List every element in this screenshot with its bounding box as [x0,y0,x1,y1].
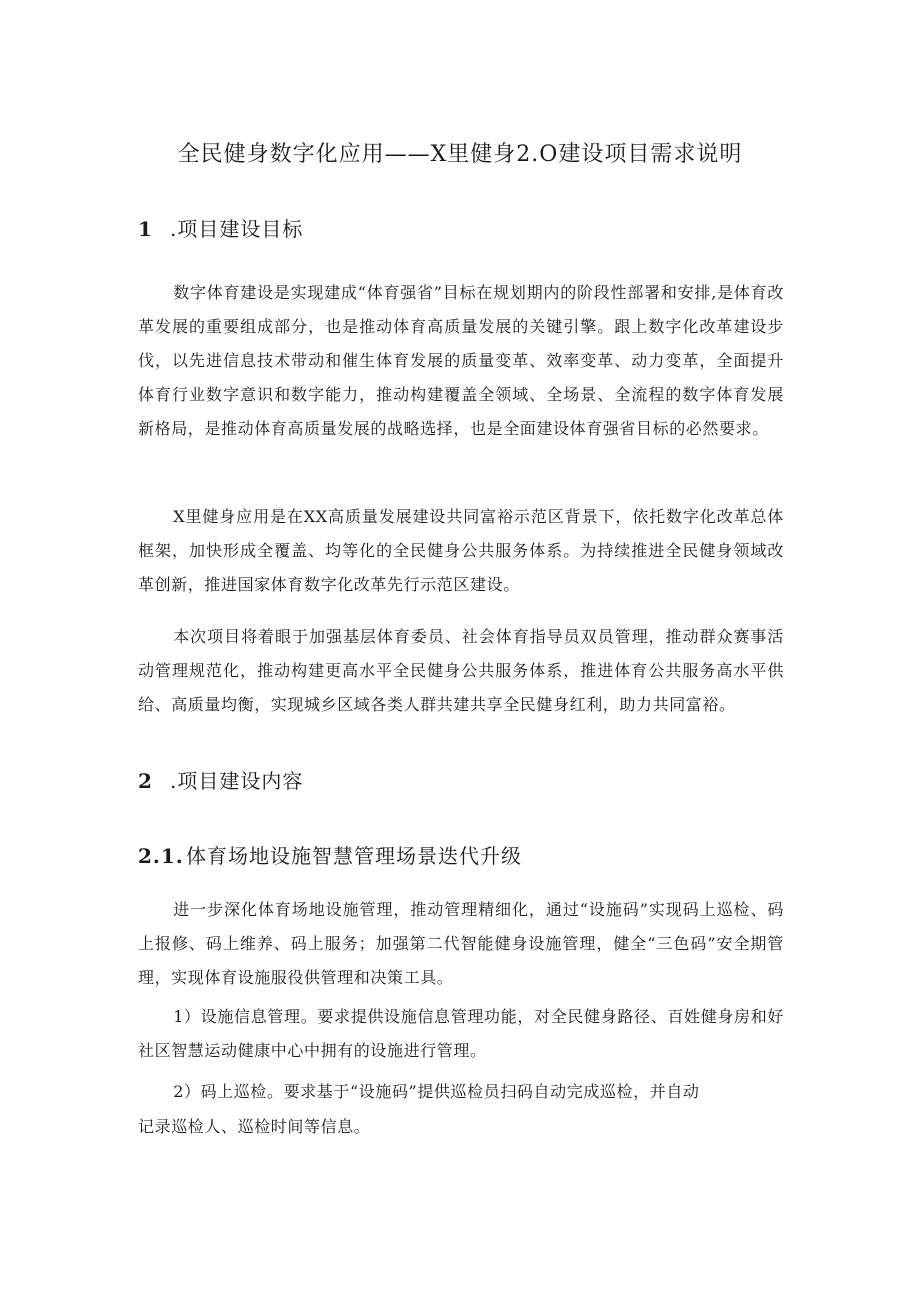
section-number: 2 [138,769,153,793]
paragraph: X里健身应用是在XX高质量发展建设共同富裕示范区背景下，依托数字化改革总体框架，加快形成全覆盖、均等化的全民健身公共服务体系。为持续推进全民健身领域改革创新，推进国家体育数字化改革先行示范区建设。 [138,507,784,594]
list-item: 2）码上巡检。要求基于“设施码”提供巡检员扫码自动完成巡检，并自动 [173,1082,700,1101]
section-number: 2.1. [138,844,184,868]
paragraph-continuation: 记录巡检人、巡检时间等信息。 [138,1117,371,1136]
section-2-1-heading [138,841,522,871]
section-1-heading [138,214,303,244]
paragraph: 数字体育建设是实现建成“体育强省”目标在规划期内的阶段性部署和安排,是体育改革发展的重要组成部分，也是推动体育高质量发展的关键引擎。跟上数字化改革建设步伐，以先进信息技术带动和催生体育发展的质量变革、效率变革、动力变革，全面提升体育行业数字意识和数字能力，推动构建覆盖全领域、全场景、全流程的数字体育发展新格局，是推动体育高质量发展的战略选择，也是全面建设体育强省目标的必然要求。 [138,283,784,438]
section-2-heading [138,766,303,796]
section-heading-text: .项目建设目标 [170,217,304,241]
section-heading-text: .项目建设内容 [170,769,304,793]
list-item: 1）设施信息管理。要求提供设施信息管理功能，对全民健身路径、百姓健身房和好社区智慧运动健康中心中拥有的设施进行管理。 [138,1007,784,1060]
section-heading-text: 体育场地设施智慧管理场景迭代升级 [186,844,522,868]
paragraph: 本次项目将着眼于加强基层体育委员、社会体育指导员双员管理，推动群众赛事活动管理规范化，推动构建更高水平全民健身公共服务体系，推进体育公共服务高水平供给、高质量均衡，实现城乡区域各类人群共建共享全民健身红利，助力共同富裕。 [138,627,784,714]
paragraph: 进一步深化体育场地设施管理，推动管理精细化，通过“设施码”实现码上巡检、码上报修、码上维养、码上服务；加强第二代智能健身设施管理，健全“三色码”安全期管理，实现体育设施服役供管理和决策工具。 [138,900,784,987]
document-title: 全民健身数字化应用——X里健身2.O建设项目需求说明 [177,142,743,167]
section-number: 1 [138,217,153,241]
